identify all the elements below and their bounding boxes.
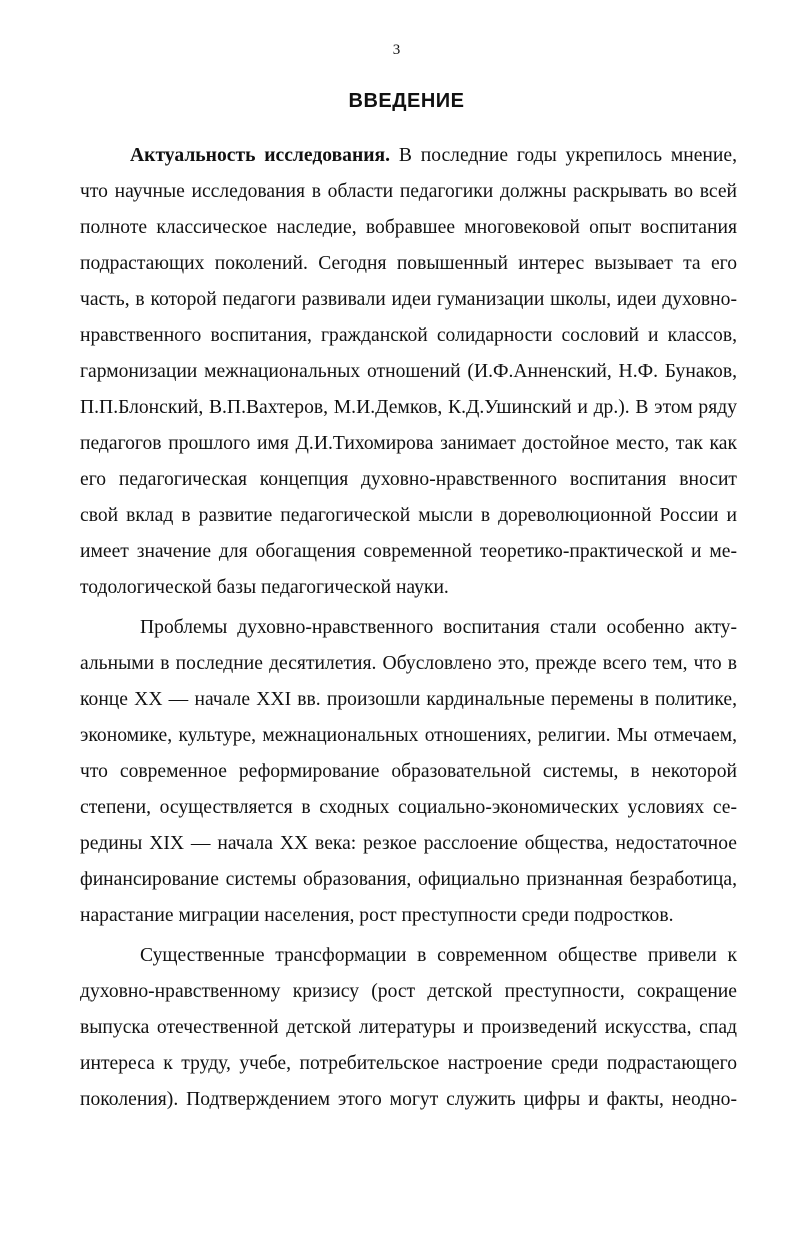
paragraph-1-line: гармонизации межнациональных отношений (И.Ф.Анненский, Н.Ф. Бунаков, [80,361,737,382]
paragraph-2-line: конце XX — начале XXI вв. произошли кардинальные перемены в политике, [80,689,737,710]
paragraph-1-line: подрастающих поколений. Сегодня повышенный интерес вызывает та его [80,253,737,274]
paragraph-2-line: что современное реформирование образовательной системы, в некоторой [80,761,737,782]
paragraph-2-line: экономике, культуре, межнациональных отношениях, религии. Мы отмечаем, [80,725,737,746]
paragraph-2-line: редины XIX — начала XX века: резкое расслоение общества, недостаточное [80,833,737,854]
page-number: 3 [392,42,401,58]
paragraph-1-line: полноте классическое наследие, вобравшее многовековой опыт воспитания [80,217,737,238]
paragraph-2-line: нарастание миграции населения, рост преступности среди подростков. [80,905,674,926]
paragraph-1-line: тодологической базы педагогической науки. [80,577,449,598]
paragraph-3-line: Существенные трансформации в современном обществе привели к [140,945,737,966]
paragraph-1-line: часть, в которой педагоги развивали идеи гуманизации школы, идеи духовно- [80,289,737,310]
paragraph-2-line: финансирование системы образования, официально признанная безработица, [80,869,737,890]
paragraph-2-line: альными в последние десятилетия. Обусловлено это, прежде всего тем, что в [80,653,737,674]
paragraph-2-line: степени, осуществляется в сходных социально-экономических условиях се- [80,797,737,818]
paragraph-1-line: П.П.Блонский, В.П.Вахтеров, М.И.Демков, К.Д.Ушинский и др.). В этом ряду [80,397,737,418]
paragraph-3-line: духовно-нравственному кризису (рост детской преступности, сокращение [80,981,737,1002]
section-heading: ВВЕДЕНИЕ [348,90,465,112]
paragraph-3-line: поколения). Подтверждением этого могут служить цифры и факты, неодно- [80,1089,737,1110]
paragraph-3-line: интереса к труду, учебе, потребительское настроение среди подрастающего [80,1053,737,1074]
paragraph-1-line: что научные исследования в области педагогики должны раскрывать во всей [80,181,737,202]
paragraph-1-line-1 [130,144,737,168]
paragraph-1-line: свой вклад в развитие педагогической мысли в дореволюционной России и [80,505,737,526]
paragraph-1-line: нравственного воспитания, гражданской солидарности сословий и классов, [80,325,737,346]
paragraph-1-line: педагогов прошлого имя Д.И.Тихомирова занимает достойное место, так как [80,433,737,454]
paragraph-1-line: его педагогическая концепция духовно-нравственного воспитания вносит [80,469,737,490]
paragraph-1-line: имеет значение для обогащения современной теоретико-практической и ме- [80,541,737,562]
paragraph-3-line: выпуска отечественной детской литературы и произведений искусства, спад [80,1017,737,1038]
paragraph-1-lead: Актуальность исследования. [130,145,391,166]
paragraph-1-line-1-text: В последние годы укрепилось мнение, [398,145,737,166]
paragraph-2-line: Проблемы духовно-нравственного воспитания стали особенно акту- [140,617,737,638]
